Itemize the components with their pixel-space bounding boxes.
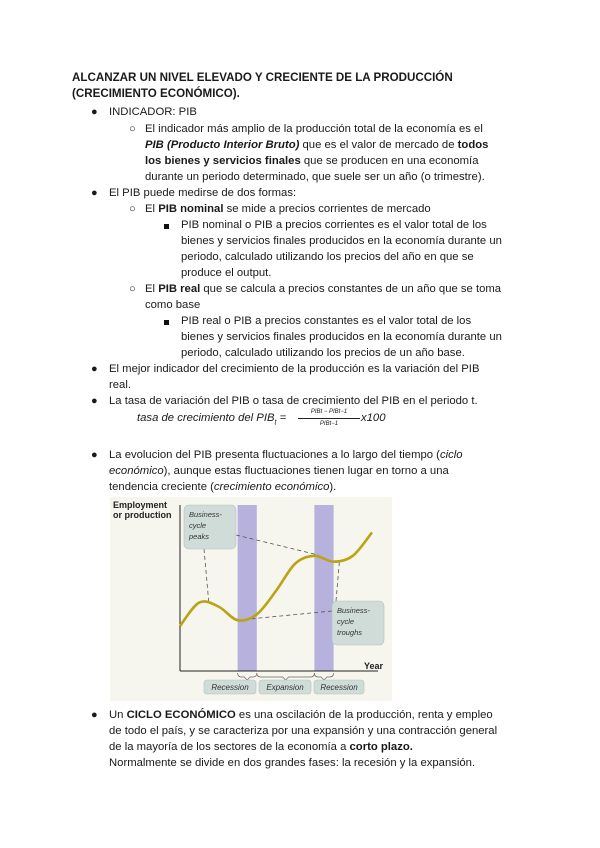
formula-denominator: PIBt−1 (319, 421, 339, 427)
heading-line-2: (CRECIMIENTO ECONÓMICO). (72, 87, 240, 100)
evolution-line-1: La evolucion del PIB presenta fluctuaciones a lo largo del tiempo (ciclo (109, 449, 463, 461)
pib-real-detail-2: bienes y servicios finales producidos en la economía durante un (181, 331, 502, 343)
bullet-dot-icon: ● (91, 363, 98, 375)
troughs-annotation-text-2: cycle (337, 617, 355, 626)
pib-real-detail-3: periodo, calculado utilizando los precios de un año base. (181, 347, 465, 359)
pib-nominal-detail-4: produce el output. (181, 267, 272, 279)
bullet-indicator: INDICADOR: PIB (109, 106, 197, 118)
peaks-annotation-text-3: peaks (189, 532, 210, 541)
bullet-dot-icon: ● (91, 187, 98, 199)
x-axis-label: Year (364, 661, 384, 671)
cycle-line-2: de todo el país, y se caracteriza por una expansión y una contracción general (109, 725, 498, 737)
evolution-line-3: tendencia creciente (crecimiento económico). (109, 481, 337, 493)
peaks-annotation-text-2: cycle (189, 521, 207, 530)
bullet-dot-icon: ● (91, 106, 98, 118)
pib-real-heading-line-2: como base (145, 299, 201, 311)
recession-band-1 (238, 505, 257, 671)
square-bullet-icon (164, 314, 169, 330)
growth-rate-line: La tasa de variación del PIB o tasa de crecimiento del PIB en el periodo t. (109, 395, 478, 407)
bullet-dot-icon: ● (91, 449, 98, 461)
pib-definition-line-3: los bienes y servicios finales que se producen en una economía (145, 155, 479, 167)
pib-definition-line-1: El indicador más amplio de la producción total de la economía es el (145, 123, 483, 135)
fraction-bar (298, 418, 360, 419)
formula-tail: x100 (361, 412, 386, 424)
pib-definition-line-2: PIB (Producto Interior Bruto) que es el valor de mercado de todos (145, 139, 489, 151)
y-axis-label-line-2: or production (113, 510, 172, 520)
troughs-annotation-text-3: troughs (337, 628, 363, 637)
business-cycle-chart (110, 497, 392, 701)
phase-label-2: Expansion (266, 683, 304, 692)
growth-formula-label: tasa de crecimiento del $PIB_t$ = (137, 412, 287, 427)
pib-real-detail-1: PIB real o PIB a precios constantes es el valor total de los (181, 315, 472, 327)
cycle-line-3: de la mayoría de los sectores de la economía a corto plazo. (109, 741, 413, 753)
pib-nominal-detail-3: periodo, calculado utilizando los precios del año en que se (181, 251, 474, 263)
pib-definition-line-4: durante un periodo determinado, que suele ser un año (o trimestre). (145, 171, 485, 183)
cycle-line-4: Normalmente se divide en dos grandes fases: la recesión y la expansión. (109, 757, 476, 769)
bullet-dot-icon: ● (91, 709, 98, 721)
circle-bullet-icon: ○ (129, 283, 136, 295)
best-indicator-line-1: El mejor indicador del crecimiento de la producción es la variación del PIB (109, 363, 480, 375)
circle-bullet-icon: ○ (129, 123, 136, 135)
best-indicator-line-2: real. (109, 379, 131, 391)
circle-bullet-icon: ○ (129, 203, 136, 215)
cycle-line-1: Un CICLO ECONÓMICO es una oscilación de la producción, renta y empleo (109, 709, 493, 721)
y-axis-label-line-1: Employment (113, 500, 168, 510)
phase-label-3: Recession (320, 683, 358, 692)
pib-real-heading: El PIB real que se calcula a precios constantes de un año que se toma (145, 283, 502, 295)
pib-nominal-heading: El PIB nominal se mide a precios corrientes de mercado (145, 203, 431, 215)
heading-line-1: ALCANZAR UN NIVEL ELEVADO Y CRECIENTE DE LA PRODUCCIÓN (72, 71, 453, 84)
pib-nominal-detail-1: PIB nominal o PIB a precios corrientes es el valor total de los (181, 219, 487, 231)
bullet-dot-icon: ● (91, 395, 98, 407)
peaks-annotation-text-1: Business- (189, 510, 222, 519)
formula-numerator: PIBt − PIBt−1 (310, 409, 348, 415)
recession-band-2 (314, 505, 333, 671)
square-bullet-icon (164, 218, 169, 234)
evolution-line-2: económico), aunque estas fluctuaciones tienen lugar en torno a una (109, 465, 449, 477)
phase-label-1: Recession (211, 683, 249, 692)
pib-nominal-detail-2: bienes y servicios finales producidos en la economía durante un (181, 235, 502, 247)
bullet-two-forms: El PIB puede medirse de dos formas: (109, 187, 297, 199)
troughs-annotation-text-1: Business- (337, 606, 370, 615)
